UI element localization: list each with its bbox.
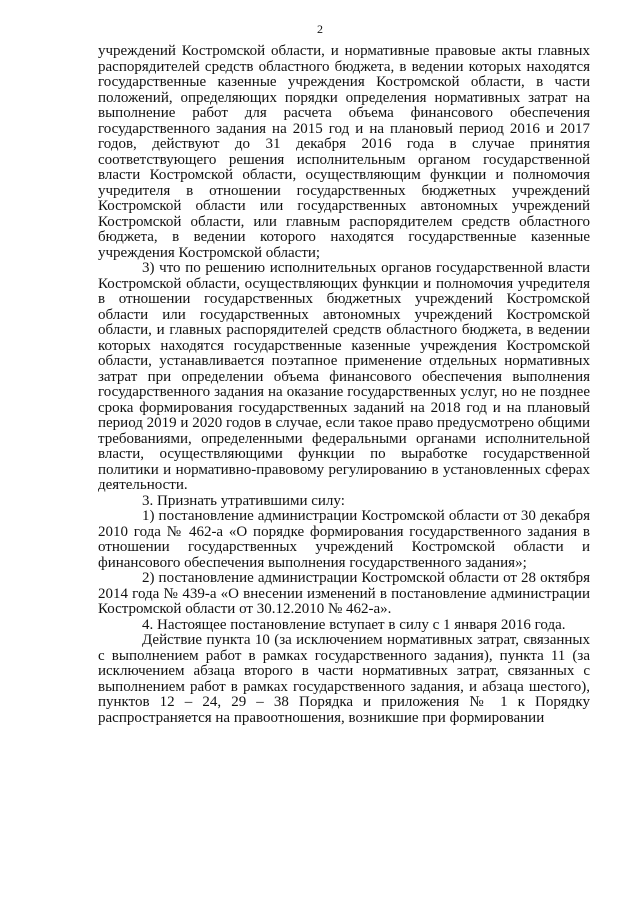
paragraph-repeal-2: 2) постановление администрации Костромской области от 28 октября 2014 года № 439-а «О внесении изменений в постановление администрации Костромской области от 30.12.2010 № 462-а». bbox=[98, 570, 590, 617]
page-number: 2 bbox=[317, 22, 323, 36]
paragraph-section-3: 3. Признать утратившими силу: bbox=[142, 492, 345, 509]
document-body bbox=[98, 44, 590, 726]
paragraph-repeal-1: 1) постановление администрации Костромской области от 30 декабря 2010 года № 462-а «О порядке формирования государственного задания в отношении государственных учреждений Костромской области и финансового обеспечения выполнения государственного задания»; bbox=[98, 508, 590, 571]
paragraph-continuation: учреждений Костромской области, и нормативные правовые акты главных распорядителей средств областного бюджета, в ведении которых находятся государственные казенные учреждения Костромской области, в части положений, определяющих порядки определения нормативных затрат на выполнение работ для расчета объема финансового обеспечения государственного задания на 2015 год и на плановый период 2016 и 2017 годов, действуют до 31 декабря 2016 года в случае принятия соответствующего решения исполнительным органом государственной власти Костромской области, осуществляющим функции и полномочия учредителя в отношении государственных бюджетных учреждений Костромской области или государственных автономных учреждений Костромской области, или главным распорядителем средств областного бюджета, в ведении которого находятся государственные казенные учреждения Костромской области; bbox=[98, 43, 590, 261]
paragraph-effect: Действие пункта 10 (за исключением нормативных затрат, связанных с выполнением работ в рамках государственного задания), пункта 11 (за исключением абзаца второго в части нормативных затрат, связанных с выполнением работ в рамках государственного задания, и абзаца шестого), пунктов 12 – 24, 29 – 38 Порядка и приложения № 1 к Порядку распространяется на правоотношения, возникшие при формировании bbox=[98, 632, 590, 726]
paragraph-item-3: 3) что по решению исполнительных органов государственной власти Костромской области, осуществляющих функции и полномочия учредителя в отношении государственных бюджетных учреждений Костромской области или государственных автономных учреждений Костромской области, и главных распорядителей средств областного бюджета, в ведении которых находятся государственные казенные учреждения Костромской области, устанавливается поэтапное применение отдельных нормативных затрат при определении объема финансового обеспечения выполнения государственного задания на оказание государственных услуг, но не позднее срока формирования государственных заданий на 2018 год и на плановый период 2019 и 2020 годов в случае, если такое право предусмотрено общими требованиями, определенными федеральными органами исполнительной власти, осуществляющими функции по выработке государственной политики и нормативно-правовому регулированию в установленных сферах деятельности. bbox=[98, 260, 590, 493]
paragraph-section-4: 4. Настоящее постановление вступает в силу с 1 января 2016 года. bbox=[142, 616, 566, 633]
